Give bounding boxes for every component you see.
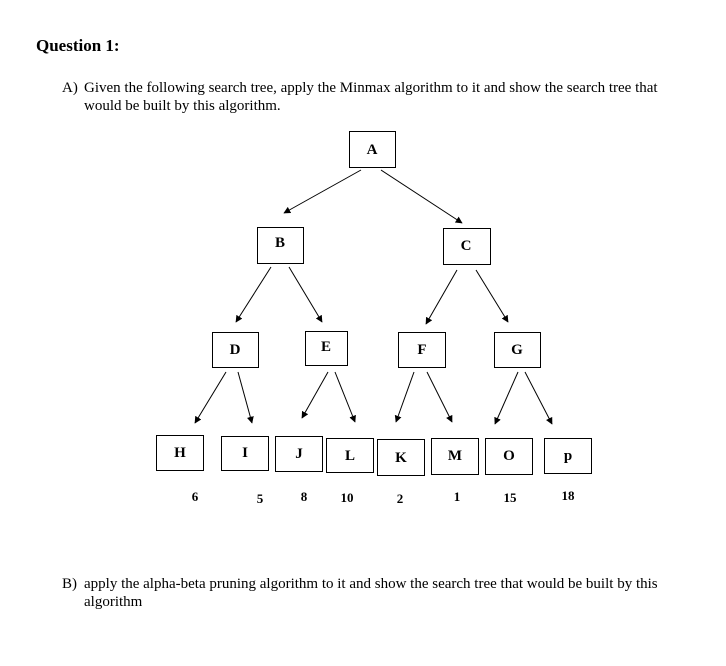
tree-node-boxes — [157, 132, 592, 476]
leaf-h-label: H — [174, 445, 186, 461]
edge-e-j — [302, 372, 328, 418]
node-d-label: D — [229, 342, 241, 358]
leaf-i-label: I — [242, 445, 248, 461]
node-g-label: G — [511, 342, 523, 358]
node-c-label: C — [460, 238, 472, 254]
node-b-label: B — [274, 235, 286, 251]
part-b-label: B) — [62, 576, 77, 592]
part-a-label: A) — [62, 80, 78, 96]
edge-f-m — [427, 372, 452, 422]
leaf-p-value: 18 — [561, 488, 575, 503]
leaf-l-value: 10 — [340, 490, 354, 505]
leaf-j-label: J — [295, 446, 303, 462]
leaf-values — [192, 488, 575, 506]
node-f-label: F — [417, 342, 427, 358]
edge-b-e — [289, 267, 322, 322]
leaf-l-label: L — [344, 448, 356, 464]
edge-a-b — [284, 170, 361, 213]
leaf-k-value: 2 — [396, 491, 404, 506]
part-a-text: Given the following search tree, apply the Minmax algorithm to it and show the search tree that would be built by this algorithm. — [84, 80, 658, 114]
leaf-p-label: p — [563, 448, 573, 464]
edge-a-c — [381, 170, 462, 223]
part-b-text: apply the alpha-beta pruning algorithm to it and show the search tree that would be built by this algorithm — [84, 576, 658, 610]
edge-b-d — [236, 267, 271, 322]
node-e-label: E — [320, 339, 332, 355]
leaf-o-value: 15 — [503, 490, 517, 505]
leaf-i-value: 5 — [256, 491, 264, 506]
edge-d-h — [195, 372, 226, 423]
leaf-m-value: 1 — [453, 489, 461, 504]
edge-e-l — [335, 372, 355, 422]
edge-f-k — [396, 372, 414, 422]
tree-node-labels — [174, 142, 572, 466]
edge-d-i — [238, 372, 252, 423]
edge-g-p — [525, 372, 552, 424]
edge-c-g — [476, 270, 508, 322]
leaf-h-value: 6 — [191, 489, 199, 504]
leaf-k-label: K — [395, 450, 407, 466]
leaf-m-label: M — [447, 448, 463, 464]
part-b — [62, 575, 682, 611]
edge-c-f — [426, 270, 457, 324]
node-a-label: A — [366, 142, 378, 158]
question-title: Question 1: — [36, 36, 120, 55]
leaf-o-label: O — [503, 448, 515, 464]
tree-edges — [195, 170, 552, 424]
leaf-j-value: 8 — [300, 489, 308, 504]
edge-g-o — [495, 372, 518, 424]
